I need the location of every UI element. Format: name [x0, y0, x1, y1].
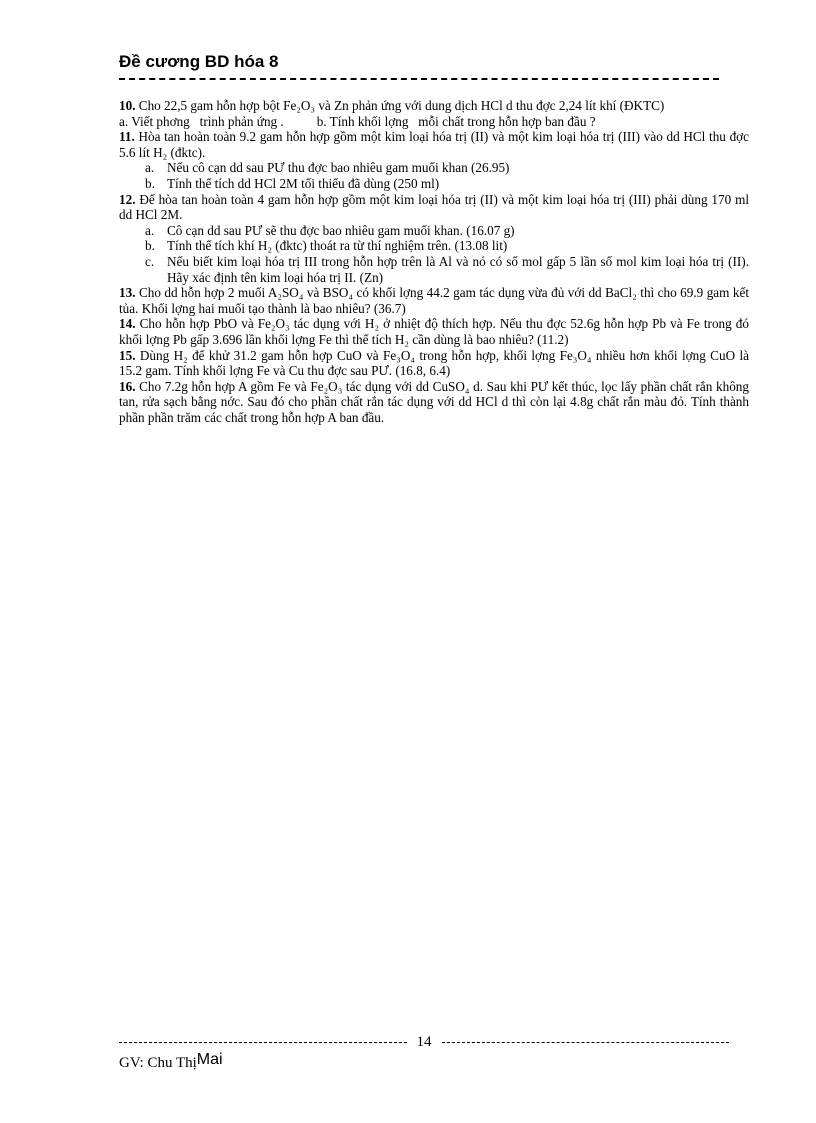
page-number: 14 [416, 1034, 432, 1050]
problem-15 [119, 348, 749, 379]
problem-text: Cho hỗn hợp PbO và Fe₂O₃ tác dụng với H₂ ở nhiệt độ thích hợp. Nếu thu đợc 52.6g hỗn hợp Pb và Fe trong đó khối lợng Pb gấp 3.696 lần khối lợng Fe thì thể tích H₂ cần dùng là bao nhiêu? (11.2) [119, 316, 749, 347]
problem-number: 12. [119, 191, 136, 207]
footer-dash-left [119, 1042, 407, 1043]
problem-text: Dùng H₂ để khử 31.2 gam hỗn hợp CuO và Fe₃O₄ trong hỗn hợp, khối lợng Fe₃O₄ nhiều hơn khối lợng CuO là 15.2 gam. Tính khối lợng Fe và Cu thu đợc sau PƯ. (16.8, 6.4) [119, 347, 749, 379]
list-item [145, 253, 749, 285]
footer-divider [119, 1034, 729, 1051]
item-marker: b. [145, 175, 155, 191]
problem-number: 14. [119, 316, 136, 332]
footer-teacher [119, 1051, 223, 1072]
item-marker: a. [145, 160, 155, 176]
problem-text: Cho dd hỗn hợp 2 muối A₂SO₄ và BSO₄ có khối lợng 44.2 gam tác dụng vừa đủ với dd BaCl₂ thì cho 69.9 gam kết tủa. Khối lợng hai muối tạo thành là bao nhiêu? (36.7) [119, 285, 749, 316]
item-marker: c. [145, 253, 155, 269]
problem-number: 13. [119, 285, 136, 301]
problem-12-items [119, 223, 749, 285]
problem-text: Cho 22,5 gam hỗn hợp bột Fe₂O₃ và Zn phản ứng với dung dịch HCl d thu đợc 2,24 lít khí (ĐKTC) [138, 98, 665, 113]
problem-14 [119, 316, 749, 347]
problem-12 [119, 192, 749, 223]
problem-number: 10. [119, 98, 136, 113]
teacher-label: GV: Chu Thị [119, 1055, 197, 1071]
list-item [145, 238, 749, 254]
item-text: Tính thể tích khí H₂ (đktc) thoát ra từ thí nghiệm trên. (13.08 lit) [167, 238, 508, 254]
problem-10-parts: a. Viết phơng trình phản ứng . b. Tính khối lợng mỗi chất trong hỗn hợp ban đầu ? [119, 113, 596, 129]
item-text: Cô cạn dd sau PƯ sẽ thu đợc bao nhiêu gam muối khan. (16.07 g) [167, 222, 515, 238]
problem-13 [119, 285, 749, 316]
item-text: Nếu biết kim loại hóa trị III trong hỗn hợp trên là Al và nó có số mol gấp 5 lần số mol kim loại hóa trị (II). Hãy xác định tên kim loại hóa trị II. (Zn) [167, 253, 749, 285]
item-marker: a. [145, 222, 155, 238]
page-header-title: Đề cương BD hóa 8 [119, 52, 279, 71]
problem-16 [119, 379, 749, 426]
list-item [145, 222, 749, 239]
problem-number: 15. [119, 347, 136, 363]
problem-11-items [119, 160, 749, 191]
problem-11 [119, 129, 749, 160]
list-item [145, 175, 749, 192]
header-divider [119, 78, 719, 80]
footer-dash-right [442, 1042, 730, 1043]
item-text: Tính thể tích dd HCl 2M tối thiểu đã dùng (250 ml) [167, 175, 440, 191]
problem-10 [119, 98, 749, 114]
problem-text: Hòa tan hoàn toàn 9.2 gam hỗn hợp gồm một kim loại hóa trị (II) và một kim loại hóa trị (III) vào dd HCl thu đợc 5.6 lít H₂ (đktc). [119, 129, 750, 160]
problem-text: Để hòa tan hoàn toàn 4 gam hỗn hợp gồm một kim loại hóa trị (II) và một kim loại hóa trị (III) phải dùng 170 ml dd HCl 2M. [119, 191, 749, 223]
teacher-name: Mai [196, 1051, 223, 1068]
item-text: Nếu cô cạn dd sau PƯ thu đợc bao nhiêu gam muối khan (26.95) [167, 160, 510, 176]
problem-number: 16. [119, 378, 136, 394]
problem-list [119, 98, 749, 425]
problem-number: 11. [119, 129, 135, 145]
list-item [145, 160, 749, 176]
problem-text: Cho 7.2g hỗn hợp A gồm Fe và Fe₂O₃ tác dụng với dd CuSO₄ d. Sau khi PƯ kết thúc, lọc lấy phần chất rắn không tan, rửa sạch bằng nớc. Sau đó cho phần chất rắn tác dụng với dd HCl d thì còn lại 4.8g chất rắn màu đỏ. Tính thành phần phần trăm các chất trong hỗn hợp A ban đầu. [119, 378, 749, 425]
item-marker: b. [145, 238, 155, 254]
